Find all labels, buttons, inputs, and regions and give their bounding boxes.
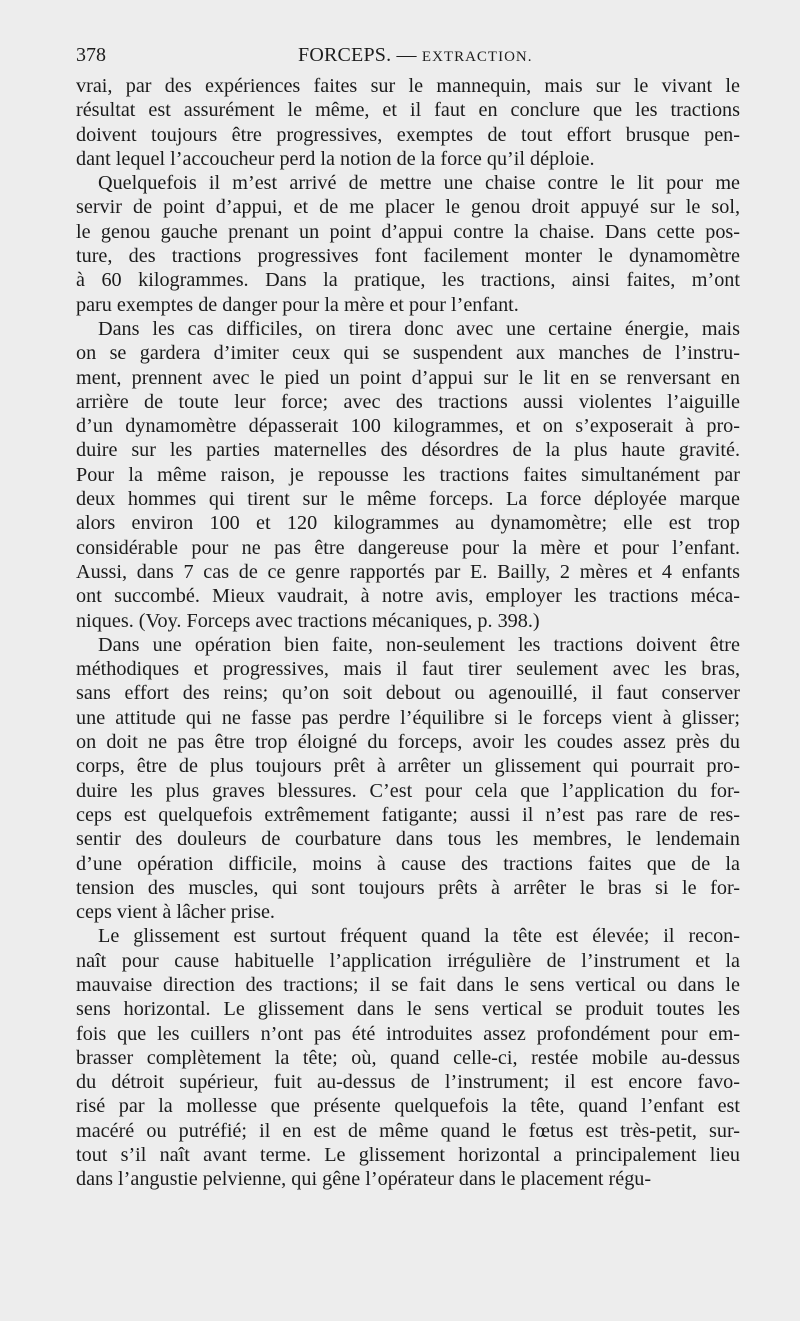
text-line: brasser complètement la tête; où, quand celle-ci, restée mobile au-dessus <box>76 1046 740 1069</box>
paragraph <box>76 171 740 317</box>
text-line: on se gardera d’imiter ceux qui se suspendent aux manches de l’instru- <box>76 342 740 365</box>
paragraph <box>76 924 740 1191</box>
text-line: le genou gauche prenant un point d’appui contre la chaise. Dans cette pos- <box>76 220 740 243</box>
text-line: duire les plus graves blessures. C’est pour cela que l’application du for- <box>76 779 740 802</box>
text-line: dans l’angustie pelvienne, qui gêne l’opérateur dans le placement régu- <box>76 1168 652 1191</box>
text-line: doivent toujours être progressives, exemptes de tout effort brusque pen- <box>76 123 740 146</box>
text-line: ture, des tractions progressives font facilement monter le dynamomètre <box>76 245 740 268</box>
text-line: corps, être de plus toujours prêt à arrêter un glissement qui pourrait pro- <box>76 755 740 778</box>
running-head-title: FORCEPS. — <box>298 44 417 66</box>
text-line: considérable pour ne pas être dangereuse pour la mère et pour l’enfant. <box>76 536 740 559</box>
text-line: d’une opération difficile, moins à cause des tractions faites que de la <box>76 852 740 875</box>
text-line: mauvaise direction des tractions; il se fait dans le sens vertical ou dans le <box>76 973 740 996</box>
text-line: ceps vient à lâcher prise. <box>76 901 275 924</box>
text-line: d’un dynamomètre dépasserait 100 kilogrammes, et on s’exposerait à pro- <box>76 415 740 438</box>
text-line: deux hommes qui tirent sur le même forceps. La force déployée marque <box>76 488 740 511</box>
text-line: ont succombé. Mieux vaudrait, à notre avis, employer les tractions méca- <box>76 585 740 608</box>
text-line: duire sur les parties maternelles des désordres de la plus haute gravité. <box>76 439 740 462</box>
paragraph <box>76 317 740 633</box>
text-line: fois que les cuillers n’ont pas été introduites assez profondément pour em- <box>76 1022 740 1045</box>
body-text <box>76 74 740 1192</box>
text-line: Le glissement est surtout fréquent quand la tête est élevée; il recon- <box>98 925 740 948</box>
text-line: tension des muscles, qui sont toujours prêts à arrêter le bras si le for- <box>76 876 740 899</box>
text-line: sens horizontal. Le glissement dans le sens vertical se produit toutes les <box>76 998 740 1021</box>
text-line: du détroit supérieur, fuit au-dessus de l’instrument; il est encore favo- <box>76 1071 740 1094</box>
text-line: vrai, par des expériences faites sur le mannequin, mais sur le vivant le <box>76 75 740 97</box>
text-line: Quelquefois il m’est arrivé de mettre une chaise contre le lit pour me <box>98 172 740 195</box>
text-line: servir de point d’appui, et de me placer le genou droit appuyé sur le sol, <box>76 196 740 219</box>
text-line: arrière de toute leur force; avec des tractions aussi violentes l’aiguille <box>76 390 740 413</box>
text-line: paru exemptes de danger pour la mère et pour l’enfant. <box>76 293 519 316</box>
text-line: niques. (Voy. Forceps avec tractions mécaniques, p. 398.) <box>76 609 540 632</box>
text-line: une attitude qui ne fasse pas perdre l’équilibre si le forceps vient à glisser; <box>76 706 740 729</box>
running-head-subtitle: EXTRACTION. <box>421 49 533 65</box>
text-line: macéré ou putréfié; il en est de même quand le fœtus est très-petit, sur- <box>76 1119 740 1142</box>
text-line: à 60 kilogrammes. Dans la pratique, les tractions, ainsi faites, m’ont <box>76 269 740 292</box>
paragraph <box>76 74 740 171</box>
text-line: Dans une opération bien faite, non-seulement les tractions doivent être <box>98 633 740 656</box>
text-line: naît pour cause habituelle l’application irrégulière de l’instrument et la <box>76 949 740 972</box>
text-line: risé par la mollesse que présente quelquefois la tête, quand l’enfant est <box>76 1095 740 1118</box>
text-line: ceps est quelquefois extrêmement fatigante; aussi il n’est pas rare de res- <box>76 803 740 826</box>
text-line: sentir des douleurs de courbature dans tous les membres, le lendemain <box>76 828 740 851</box>
text-line: tout s’il naît avant terme. Le glissement horizontal a principalement lieu <box>76 1144 740 1167</box>
text-line: on doit ne pas être trop éloigné du forceps, avoir les coudes assez près du <box>76 731 740 754</box>
text-line: résultat est assurément le même, et il faut en conclure que les tractions <box>76 99 740 122</box>
text-line: ment, prennent avec le pied un point d’appui sur le lit en se renversant en <box>76 366 740 389</box>
text-line: méthodiques et progressives, mais il faut tirer seulement avec les bras, <box>76 658 740 681</box>
text-line: Aussi, dans 7 cas de ce genre rapportés par E. Bailly, 2 mères et 4 enfants <box>76 560 740 583</box>
page-header <box>76 44 740 74</box>
page-number: 378 <box>76 44 106 66</box>
text-line: alors environ 100 et 120 kilogrammes au dynamomètre; elle est trop <box>76 512 740 535</box>
running-head <box>298 44 533 67</box>
paragraph <box>76 633 740 925</box>
text-line: Dans les cas difficiles, on tirera donc avec une certaine énergie, mais <box>98 317 740 340</box>
text-line: sans effort des reins; qu’on soit debout ou agenouillé, il faut conserver <box>76 682 740 705</box>
text-line: dant lequel l’accoucheur perd la notion de la force qu’il déploie. <box>76 147 595 170</box>
text-line: Pour la même raison, je repousse les tractions faites simultanément par <box>76 463 740 486</box>
